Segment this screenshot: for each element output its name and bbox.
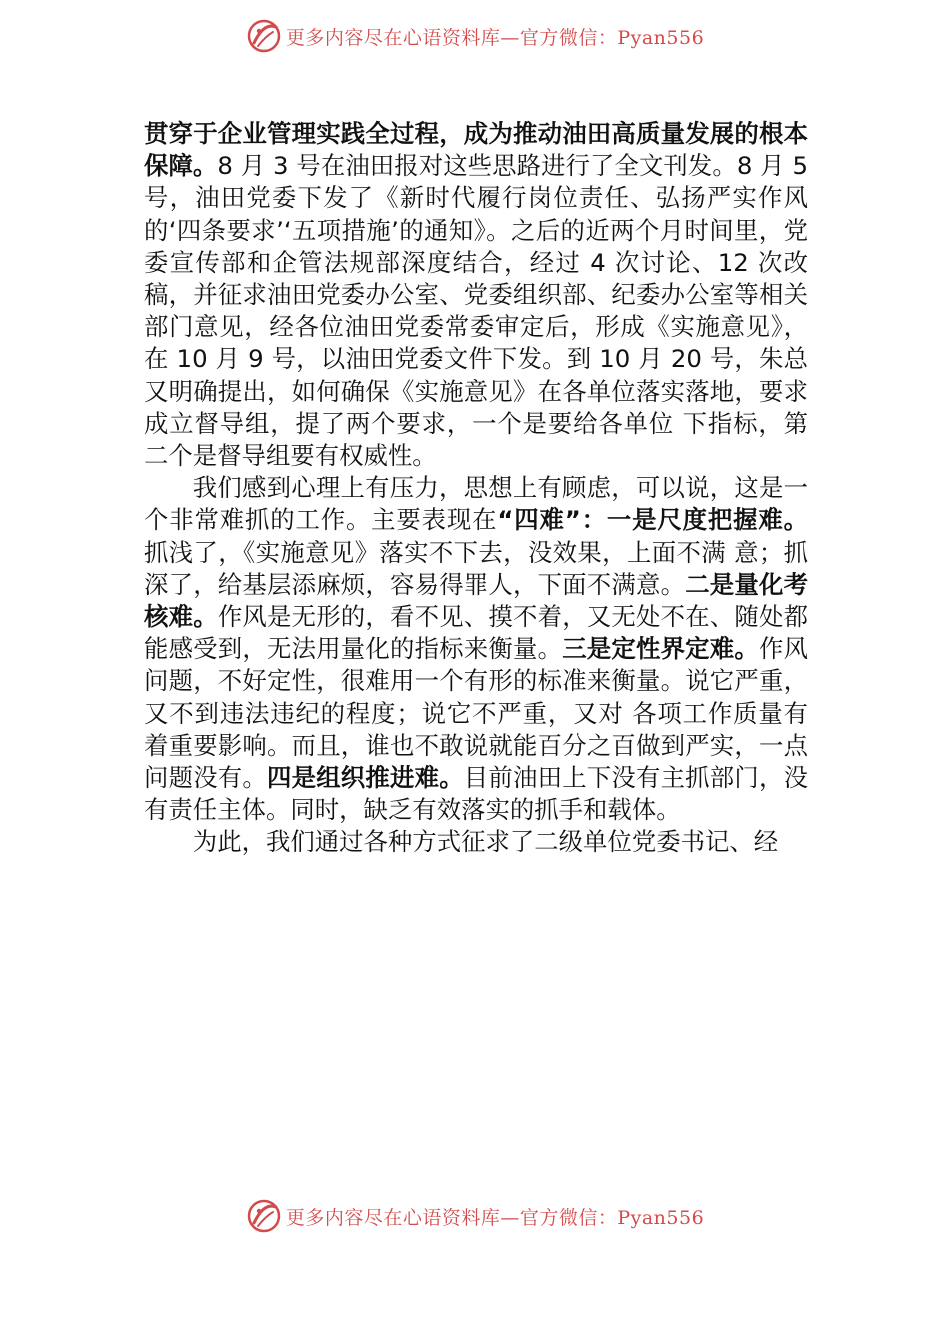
paragraph [144, 118, 808, 472]
text-run: 我们感到心理上有压力，思想上有顾虑，可以说，这是一个非常难抓的工作。主要表现在 [144, 473, 808, 535]
text-run: 抓浅了，《实施意见》落实不下去，没效果，上面不满 意；抓深了，给基层添麻烦，容易得罪人，下面不满意。 [144, 537, 808, 599]
bold-run: 四是组织推进难。 [267, 763, 464, 793]
logo-icon [246, 1198, 282, 1234]
paragraph [144, 472, 808, 826]
bold-run: 三是定性界定难。 [562, 634, 759, 664]
text-run: 目前油田上下没有主抓部门，没有责任主体。同时，缺乏有效落实的抓手和载体。 [144, 763, 808, 825]
bold-run: “四难”：一是尺度把握难。 [497, 505, 808, 535]
footer-banner-text: 更多内容尽在心语资料库—官方微信：Pyan556 [285, 1206, 705, 1229]
bold-run: 贯穿于企业管理实践全过程，成为推动油田高质量发展的根本保障。 [144, 119, 808, 181]
logo-icon [246, 18, 282, 54]
text-run: 作风是无形的，看不见、摸不着，又无处不在、随处都能感受到，无法用量化的指标来衡量。 [144, 602, 808, 664]
text-run: 为此，我们通过各种方式征求了二级单位党委书记、经 [192, 827, 779, 857]
header-banner-text: 更多内容尽在心语资料库—官方微信：Pyan556 [285, 26, 705, 49]
header-banner [0, 16, 950, 56]
text-run: 作风问题，不好定性，很难用一个有形的标准来衡量。说它严重，又不到违法违纪的程度；说它不严重，又对 各项工作质量有着重要影响。而且，谁也不敢说就能百分之百做到严实，一点问题没有。 [144, 634, 808, 793]
bold-run: 二是量化考核难。 [144, 569, 808, 632]
paragraph [144, 826, 808, 858]
document-body [144, 118, 808, 859]
footer-banner [0, 1196, 950, 1236]
text-run: 8 月 3 号在油田报对这些思路进行了全文刊发。8 月 5 号，油田党委下发了《新时代履行岗位责任、弘扬严实作风的‘四条要求’‘五项措施’的通知》。之后的近两个月时间里，党委宣传部和企管法规部深度结合，经过 4 次讨论、12 次改稿，并征求油田党委办公室、党委组织部、纪委办公室等相关部门意见，经各位油田党委常委审定后，形成《实施意见》，在 10 月 9 号，以油田党委文件下发。到 10 月 20 号，朱总又明确提出，如何确保《实施意见》在各单位落实落地，要求成立督导组，提了两个要求，一个是要给各单位 下指标，第二个是督导组要有权威性。 [144, 151, 808, 471]
